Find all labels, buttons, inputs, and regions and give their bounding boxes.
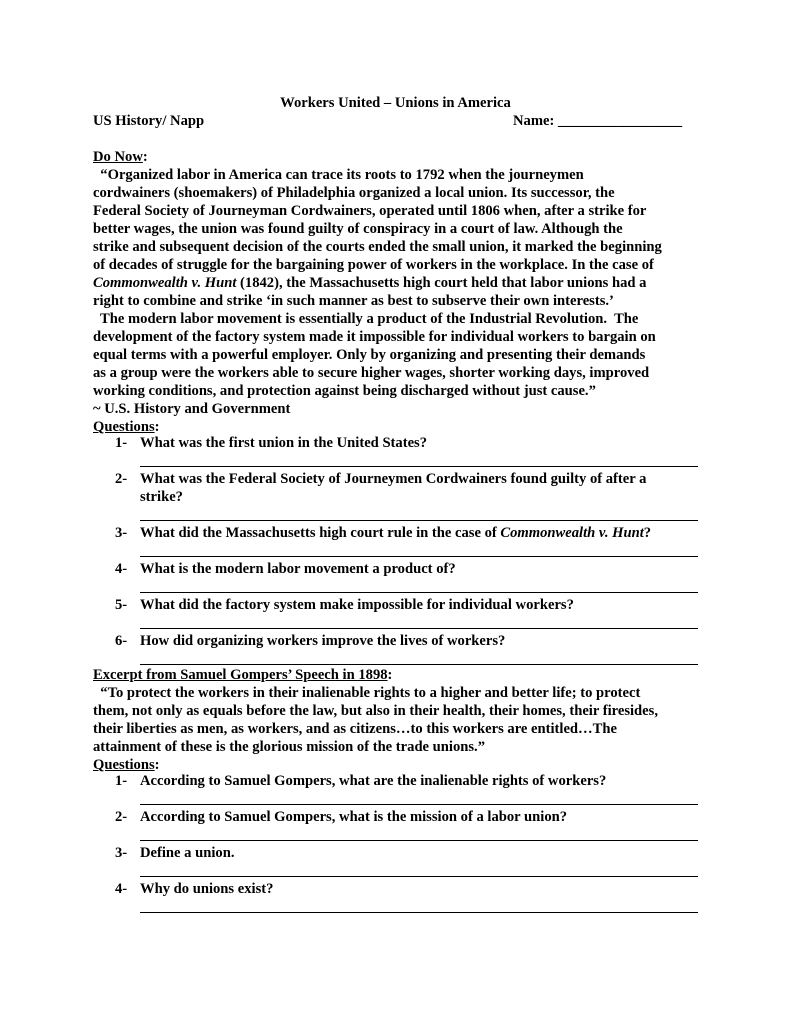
answer-line[interactable]: [140, 876, 698, 877]
answer-line[interactable]: [140, 804, 698, 805]
passage-line: equal terms with a powerful employer. Only by organizing and presenting their demands: [93, 347, 646, 363]
question-text: What did the factory system make impossible for individual workers?: [140, 597, 574, 613]
question-text: According to Samuel Gompers, what is the mission of a labor union?: [140, 809, 568, 825]
question-item: [115, 596, 574, 614]
answer-line[interactable]: [140, 466, 698, 467]
name-field: Name: _________________: [513, 113, 683, 129]
passage-line: strike and subsequent decision of the courts ended the small union, it marked the beginning: [93, 239, 662, 255]
question-item: [115, 880, 273, 898]
do-now-heading-colon: :: [142, 149, 148, 165]
questions-heading-colon: :: [154, 419, 160, 435]
question-text: What was the first union in the United States?: [140, 435, 428, 451]
question-number: 4-: [115, 881, 128, 897]
question-number: 1-: [115, 773, 128, 789]
answer-line[interactable]: [140, 840, 698, 841]
passage-line-case: [93, 274, 662, 292]
do-now-heading: [93, 148, 148, 166]
passage-line: The modern labor movement is essentially a product of the Industrial Revolution. The: [93, 311, 639, 327]
course-label: US History/ Napp: [93, 113, 205, 129]
question-number: 4-: [115, 561, 128, 577]
answer-line[interactable]: [140, 556, 698, 557]
passage-line: development of the factory system made it impossible for individual workers to bargain on: [93, 329, 656, 345]
question-text: Why do unions exist?: [140, 881, 274, 897]
question-number: 3-: [115, 525, 128, 541]
question-text-continued: strike?: [140, 489, 183, 505]
question-item: [115, 434, 427, 452]
answer-line[interactable]: [140, 520, 698, 521]
question-item: [115, 632, 505, 650]
question-text: How did organizing workers improve the lives of workers?: [140, 633, 506, 649]
case-name: Commonwealth v. Hunt: [93, 275, 237, 291]
question-text: What was the Federal Society of Journeymen Cordwainers found guilty of after a: [140, 471, 647, 487]
questions-heading-text: Questions: [93, 419, 155, 435]
worksheet-title: Workers United – Unions in America: [280, 95, 511, 111]
passage-line: Federal Society of Journeyman Cordwainers, operated until 1806 when, after a strike for: [93, 203, 647, 219]
question-number: 3-: [115, 845, 128, 861]
excerpt-heading: [93, 666, 392, 684]
passage-line: as a group were the workers able to secure higher wages, shorter working days, improved: [93, 365, 650, 381]
question-number: 5-: [115, 597, 128, 613]
passage-line: right to combine and strike ‘in such manner as best to subserve their own interests.’: [93, 293, 614, 309]
question-item: [115, 470, 646, 488]
passage-line: working conditions, and protection against being discharged without just cause.”: [93, 383, 596, 399]
excerpt-passage: [93, 684, 658, 756]
do-now-heading-text: Do Now: [93, 149, 143, 165]
question-item: [115, 844, 234, 862]
excerpt-heading-colon: :: [387, 667, 393, 683]
answer-line[interactable]: [140, 912, 698, 913]
passage-line: of decades of struggle for the bargaining power of workers in the workplace. In the case of: [93, 257, 654, 273]
excerpt-line: “To protect the workers in their inalienable rights to a higher and better life; to protect: [93, 685, 641, 701]
excerpt-line: attainment of these is the glorious mission of the trade unions.”: [93, 739, 486, 755]
questions-heading-text: Questions: [93, 757, 155, 773]
question-text: According to Samuel Gompers, what are the inalienable rights of workers?: [140, 773, 607, 789]
question-number: 2-: [115, 471, 128, 487]
passage-line: cordwainers (shoemakers) of Philadelphia organized a local union. Its successor, the: [93, 185, 615, 201]
question-item: [115, 772, 606, 790]
answer-line[interactable]: [140, 664, 698, 665]
answer-line[interactable]: [140, 592, 698, 593]
passage-line: better wages, the union was found guilty of conspiracy in a court of law. Although the: [93, 221, 623, 237]
do-now-passage: [93, 166, 662, 418]
case-line-rest: (1842), the Massachusetts high court held that labor unions had a: [236, 275, 647, 291]
question-number: 1-: [115, 435, 128, 451]
question-item: [115, 560, 456, 578]
question-text: What did the Massachusetts high court rule in the case of: [140, 525, 501, 541]
question-text: What is the modern labor movement a product of?: [140, 561, 456, 577]
excerpt-line: their liberties as men, as workers, and as citizens…to this workers are entitled…The: [93, 721, 617, 737]
question-case-name: Commonwealth v. Hunt: [500, 525, 644, 541]
question-text: Define a union.: [140, 845, 235, 861]
passage-source: ~ U.S. History and Government: [93, 401, 291, 417]
question-item: [115, 808, 567, 826]
question-item: [115, 524, 651, 542]
passage-line: “Organized labor in America can trace its roots to 1792 when the journeymen: [93, 167, 584, 183]
answer-line[interactable]: [140, 628, 698, 629]
question-text-end: ?: [643, 525, 652, 541]
question-number: 6-: [115, 633, 128, 649]
question-number: 2-: [115, 809, 128, 825]
excerpt-line: them, not only as equals before the law, but also in their health, their homes, their firesides,: [93, 703, 658, 719]
excerpt-heading-text: Excerpt from Samuel Gompers’ Speech in 1898: [93, 667, 388, 683]
questions-heading-colon: :: [154, 757, 160, 773]
